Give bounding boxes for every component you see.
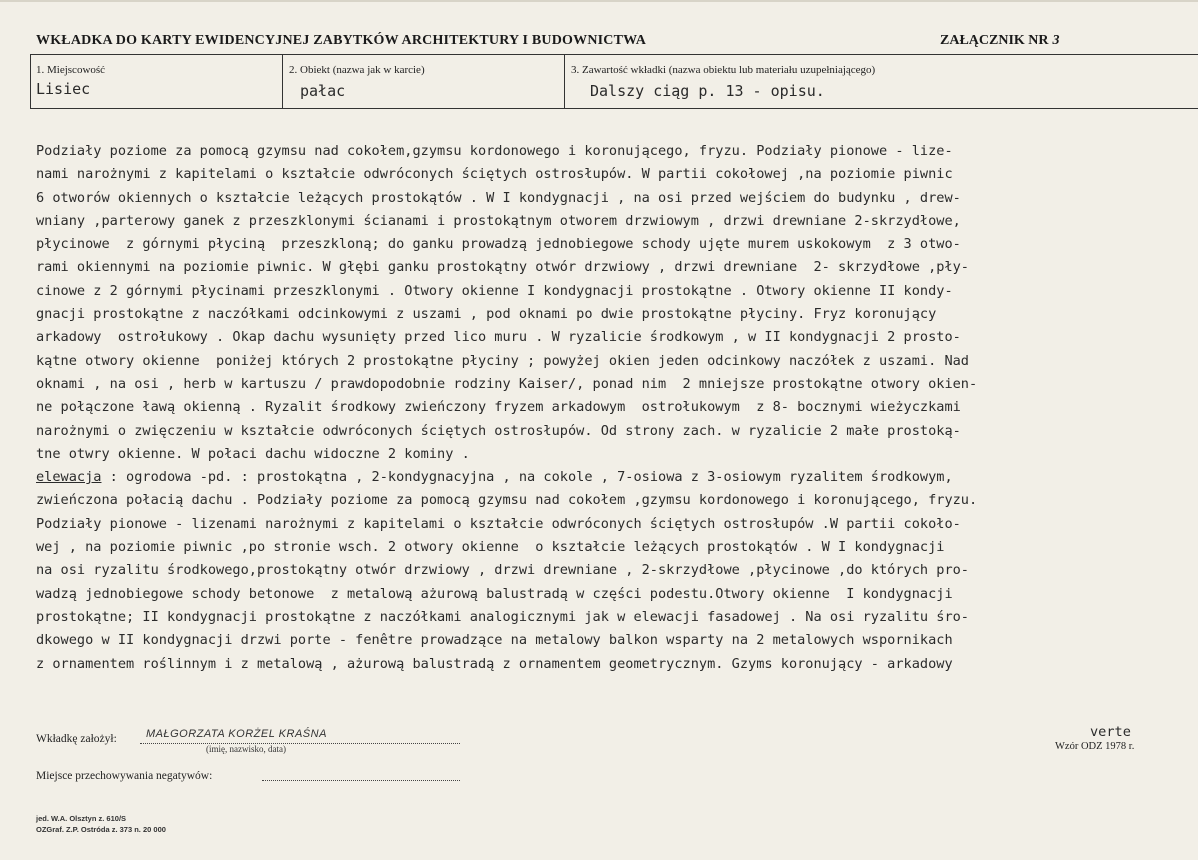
negatives-dotted-line bbox=[262, 780, 460, 781]
verte-note: verte bbox=[1090, 724, 1131, 740]
text-line: gnacji prostokątne z naczółkami odcinkowymi z uszami , pod oknami po dwie prostokątne płyciny. Fryz koronujący bbox=[36, 306, 937, 323]
text-line: oknami , na osi , herb w kartuszu / prawdopodobnie rodziny Kaiser/, ponad nim 2 mniejsze prostokątne otwory okien- bbox=[36, 375, 978, 392]
text-line: arkadowy ostrołukowy . Okap dachu wysunięty przed lico muru . W ryzalicie środkowym , w II kondygnacji 2 prosto- bbox=[36, 329, 961, 346]
founder-signature: MAŁGORZATA KORŻEL KRAŚNA bbox=[146, 728, 327, 740]
field-divider-left bbox=[30, 54, 31, 109]
text-line: Podziały poziome za pomocą gzymsu nad cokołem,gzymsu kordonowego i koronującego, fryzu. Podziały pionowe - lize- bbox=[36, 143, 953, 159]
object-value: pałac bbox=[300, 82, 346, 100]
card-title: WKŁADKA DO KARTY EWIDENCYJNEJ ZABYTKÓW ARCHITEKTURY I BUDOWNICTWA bbox=[36, 33, 647, 48]
text-line: nami narożnymi z kapitelami o kształcie odwróconych ściętych ostrosłupów. W partii cokołowej ,na poziomie piwnic bbox=[36, 166, 953, 183]
founder-label: Wkładkę założył: bbox=[36, 733, 117, 745]
elevation-line-rest: : ogrodowa -pd. : prostokątna , 2-kondygnacyjna , na cokole , 7-osiowa z 3-osiowym ryzalitem środkowym, bbox=[101, 469, 953, 486]
text-line: na osi ryzalitu środkowego,prostokątny otwór drzwiowy , drzwi drewniane , 2-skrzydłowe ,płycinowe ,do których pro- bbox=[36, 562, 969, 579]
text-line: tne otwry okienne. W połaci dachu widoczne 2 kominy . bbox=[36, 445, 470, 462]
text-line: wej , na poziomie piwnic ,po stronie wsch. 2 otwory okienne o kształcie leżących prostokątów . W I kondygnacji bbox=[36, 539, 945, 556]
object-label: 2. Obiekt (nazwa jak w karcie) bbox=[289, 64, 425, 76]
text-line: rami okiennymi na poziomie piwnic. W głębi ganku prostokątny otwór drzwiowy , drzwi drewniane 2- skrzydłowe ,pły- bbox=[36, 259, 969, 276]
text-line: wniany ,parterowy ganek z przeszklonymi ścianami i prostokątnym otworem drzwiowym , drzwi drewniane 2-skrzydłowe, bbox=[36, 212, 961, 229]
text-line: kątne otwory okienne poniżej których 2 prostokątne płyciny ; powyżej okien jeden odcinkowy naczółek z uszami. Nad bbox=[36, 352, 969, 369]
text-line: cinowe z 2 górnymi płycinami przeszklonymi . Otwory okienne I kondygnacji prostokątne . Otwory okienne II kondy- bbox=[36, 282, 953, 299]
print-info-1: jed. W.A. Olsztyn z. 610/S bbox=[36, 814, 127, 823]
field-divider-2 bbox=[564, 54, 565, 109]
print-info-2: OZGraf. Z.P. Ostróda z. 373 n. 20 000 bbox=[36, 825, 166, 834]
form-version: Wzór ODZ 1978 r. bbox=[1055, 741, 1135, 752]
text-line: wadzą jednobiegowe schody betonowe z metalową ażurową balustradą w części podestu.Otwory okienne I kondygnacji bbox=[36, 585, 953, 602]
text-line: 6 otworów okiennych o kształcie leżących prostokątów . W I kondygnacji , na osi przed wejściem do budynku , drew- bbox=[36, 189, 961, 206]
locality-value: Lisiec bbox=[36, 80, 91, 98]
description-text bbox=[36, 140, 1196, 676]
negatives-label: Miejsce przechowywania negatywów: bbox=[36, 770, 213, 782]
annex-number: 3 bbox=[1052, 33, 1060, 48]
contents-value: Dalszy ciąg p. 13 - opisu. bbox=[590, 82, 825, 100]
text-line: Podziały pionowe - lizenami narożnymi z kapitelami o kształcie odwróconych ściętych ostrosłupów .W partii cokoło- bbox=[36, 515, 961, 532]
founder-dotted-line bbox=[140, 743, 460, 744]
locality-label: 1. Miejscowość bbox=[36, 64, 106, 76]
text-line: zwieńczona połacią dachu . Podziały poziome za pomocą gzymsu nad cokołem ,gzymsu kordonowego i koronującego, fryzu. bbox=[36, 492, 978, 509]
elevation-label: elewacja bbox=[36, 469, 102, 486]
text-line: ne połączone ławą okienną . Ryzalit środkowy zwieńczony fryzem arkadowym ostrołukowym z 8- bocznymi wieżyczkami bbox=[36, 399, 961, 416]
header-rule-bottom bbox=[30, 108, 1198, 109]
header-rule-top bbox=[30, 54, 1198, 55]
text-line: prostokątne; II kondygnacji prostokątne z naczółkami analogicznymi jak w elewacji fasadowej . Na osi ryzalitu śro- bbox=[36, 608, 969, 625]
annex-label bbox=[940, 33, 1060, 49]
founder-sublabel: (imię, nazwisko, data) bbox=[206, 744, 286, 754]
annex-label-text: ZAŁĄCZNIK NR bbox=[940, 33, 1049, 48]
contents-label: 3. Zawartość wkładki (nazwa obiektu lub materiału uzupełniającego) bbox=[571, 64, 876, 76]
text-line: z ornamentem roślinnym i z metalową , ażurową balustradą z ornamentem geometrycznym. Gzyms koronujący - arkadowy bbox=[36, 655, 953, 672]
text-line: narożnymi o zwięczeniu w kształcie odwróconych ściętych ostrosłupów. Od strony zach. w ryzalicie 2 małe prostoką- bbox=[36, 422, 961, 439]
text-line: dkowego w II kondygnacji drzwi porte - fenêtre prowadzące na metalowy balkon wsparty na 2 metalowych wspornikach bbox=[36, 632, 953, 649]
text-line: płycinowe z górnymi płyciną przeszkloną; do ganku prowadzą jednobiegowe schody ujęte murem uskokowym z 3 otwo- bbox=[36, 236, 961, 253]
elevation-line bbox=[36, 466, 1196, 489]
field-divider-1 bbox=[282, 54, 283, 109]
